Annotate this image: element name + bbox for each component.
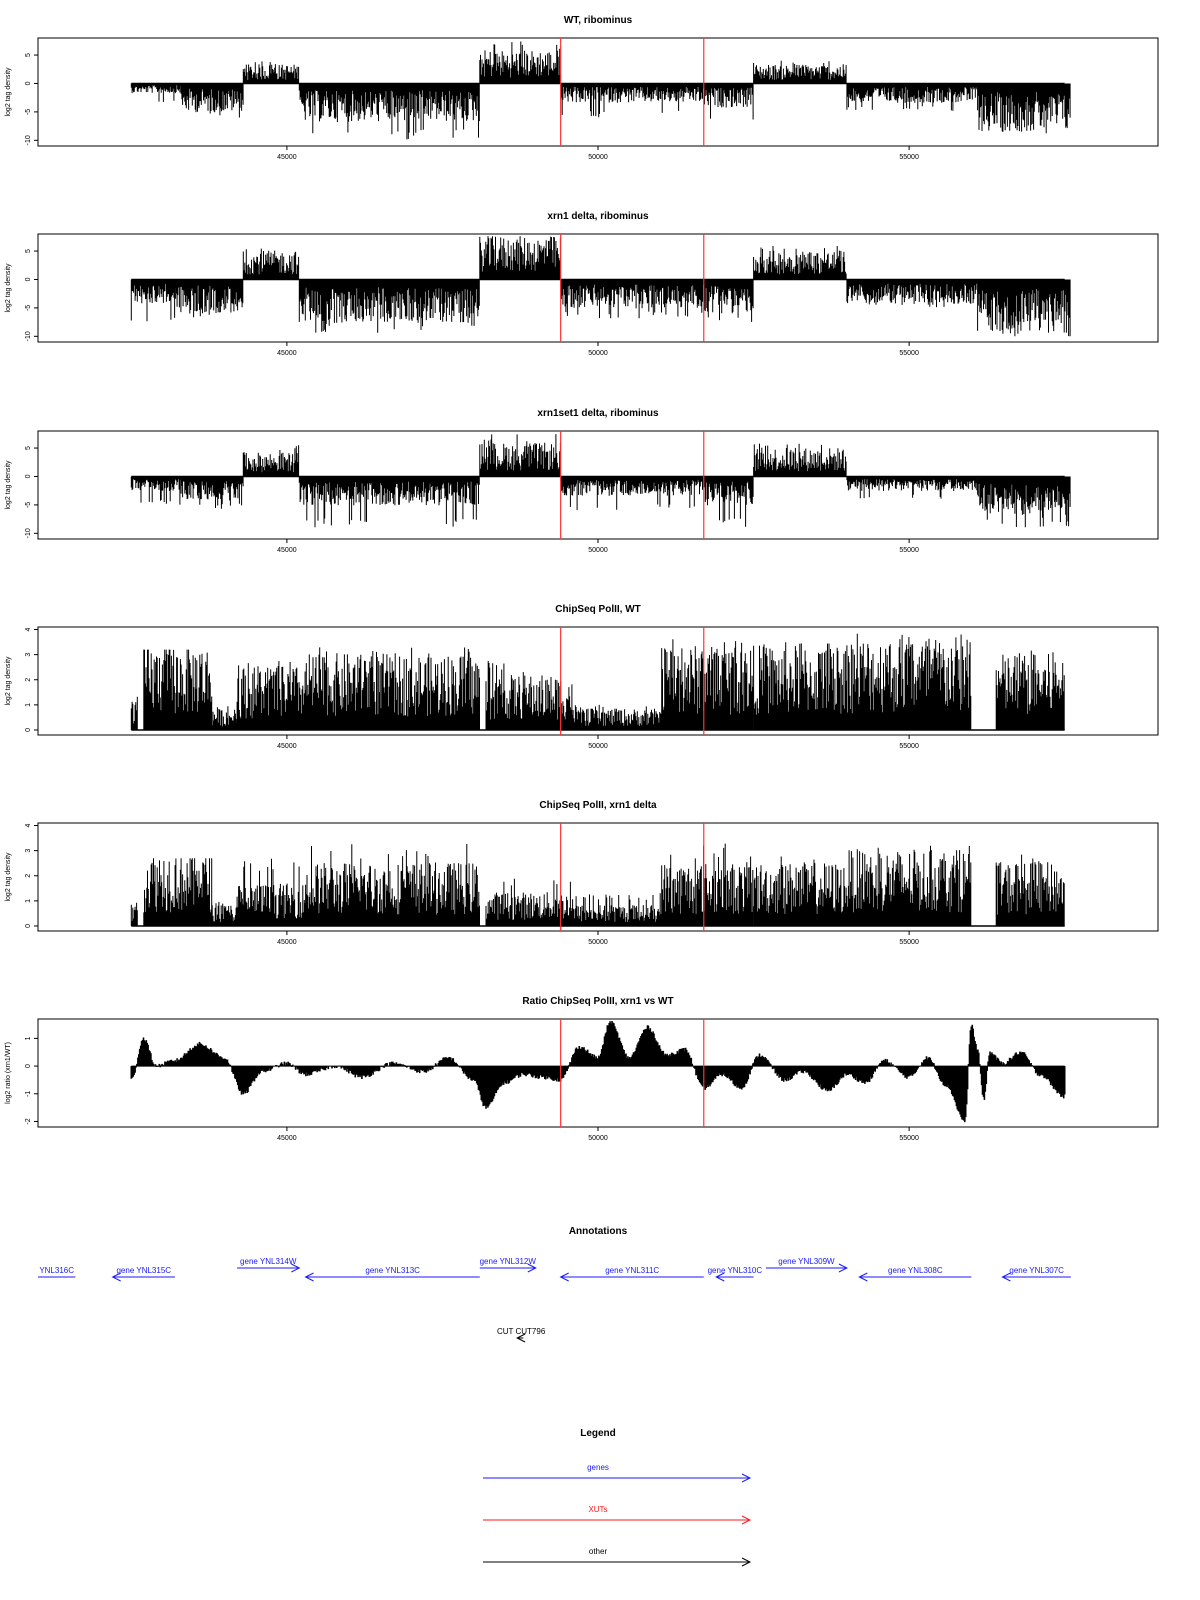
chart-title: Ratio ChipSeq PolII, xrn1 vs WT (522, 996, 674, 1007)
gene-label: gene YNL312W (479, 1257, 536, 1266)
y-tick-label: 4 (25, 823, 32, 828)
legend-label: XUTs (588, 1505, 608, 1514)
data-bars (978, 280, 1071, 337)
gene-feature (113, 1266, 175, 1281)
chart-panel-6 (5, 996, 1158, 1142)
gene-feature (480, 1257, 537, 1272)
legend-item (483, 1463, 750, 1482)
y-tick-label: 3 (25, 848, 32, 853)
data-bars (704, 477, 753, 527)
data-bars (175, 280, 243, 318)
chart-title: xrn1set1 delta, ribominus (537, 408, 659, 419)
annotations-panel (38, 1226, 1071, 1342)
data-bars (131, 697, 137, 730)
gene-feature (306, 1266, 480, 1281)
data-bars (299, 477, 479, 528)
y-tick-label: 0 (25, 474, 32, 479)
other-feature (497, 1327, 546, 1342)
y-tick-label: -1 (25, 1090, 32, 1097)
x-tick-label: 55000 (899, 939, 919, 946)
x-tick-label: 50000 (588, 743, 608, 750)
data-bars (131, 84, 180, 102)
legend-title: Legend (580, 1428, 616, 1439)
x-tick-label: 50000 (588, 547, 608, 554)
data-bars (299, 280, 479, 333)
y-tick-label: 0 (25, 277, 32, 282)
gene-feature (561, 1266, 704, 1281)
data-bars (243, 249, 298, 280)
x-tick-label: 55000 (899, 743, 919, 750)
y-tick-label: 3 (25, 652, 32, 657)
data-bars (754, 246, 847, 280)
data-bars (486, 661, 573, 730)
data-bars (978, 477, 1071, 528)
data-bars (847, 84, 977, 111)
plot-frame (38, 1019, 1158, 1127)
data-bars (212, 902, 237, 926)
chart-title: ChipSeq PolII, WT (555, 604, 641, 615)
data-bars (847, 477, 977, 499)
data-bars (480, 236, 561, 279)
chart-panel-4 (5, 604, 1158, 750)
y-axis-label: log2 tag density (5, 656, 12, 706)
data-bars (996, 651, 1064, 730)
y-tick-label: -5 (25, 304, 32, 312)
y-tick-label: 0 (25, 924, 32, 928)
data-bars (561, 84, 704, 118)
data-bars (212, 706, 237, 730)
data-bars (480, 42, 561, 84)
y-tick-label: 1 (25, 1036, 32, 1041)
x-tick-label: 45000 (277, 939, 297, 946)
gene-feature (237, 1257, 299, 1272)
legend-label: genes (587, 1463, 609, 1472)
data-bars (144, 650, 212, 730)
gene-label: gene YNL308C (888, 1266, 943, 1275)
x-tick-label: 45000 (277, 547, 297, 554)
gene-feature (1002, 1266, 1070, 1281)
x-tick-label: 55000 (899, 1135, 919, 1142)
y-tick-label: 0 (25, 1064, 32, 1069)
y-tick-label: -10 (25, 528, 32, 539)
annotations-title: Annotations (568, 1226, 628, 1237)
y-axis-label: log2 tag density (5, 263, 12, 313)
y-tick-label: 5 (25, 249, 32, 254)
data-bars (978, 84, 1071, 134)
gene-label: gene YNL310C (707, 1266, 763, 1275)
x-tick-label: 50000 (588, 1135, 608, 1142)
y-tick-label: 1 (25, 702, 32, 707)
x-tick-label: 50000 (588, 350, 608, 357)
data-bars (144, 858, 212, 926)
gene-label: gene YNL315C (116, 1266, 172, 1275)
x-tick-label: 45000 (277, 1135, 297, 1142)
data-bars (754, 857, 847, 927)
data-bars (131, 477, 180, 505)
data-bars (754, 444, 847, 477)
data-bars (660, 844, 753, 926)
data-bars (847, 634, 971, 730)
x-tick-label: 50000 (588, 154, 608, 161)
y-tick-label: 0 (25, 728, 32, 732)
data-bars (306, 844, 480, 926)
x-tick-label: 50000 (588, 939, 608, 946)
gene-label: gene YNL311C (605, 1266, 660, 1275)
data-bars (996, 855, 1064, 926)
ratio-area (131, 1021, 1064, 1122)
data-bars (306, 647, 480, 730)
gene-label: gene YNL313C (365, 1266, 420, 1275)
gene-feature (38, 1266, 75, 1277)
chart-panel-5 (5, 800, 1158, 946)
gene-label: gene YNL307C (1009, 1266, 1064, 1275)
y-tick-label: -5 (25, 501, 32, 509)
data-bars (847, 846, 971, 926)
chart-title: WT, ribominus (563, 15, 633, 26)
y-tick-label: 4 (25, 627, 32, 632)
legend-item (483, 1547, 750, 1566)
gene-label: gene YNL314W (240, 1257, 297, 1266)
y-axis-label: log2 ratio (xrn1/WT) (5, 1042, 12, 1104)
data-bars (561, 477, 704, 511)
x-tick-label: 55000 (899, 350, 919, 357)
data-bars (704, 84, 753, 120)
chart-title: xrn1 delta, ribominus (547, 211, 649, 222)
data-bars (704, 280, 753, 322)
chart-panel-3 (5, 408, 1158, 554)
data-bars (561, 280, 704, 319)
gene-feature (708, 1266, 763, 1281)
data-bars (181, 84, 243, 118)
x-tick-label: 55000 (899, 547, 919, 554)
data-bars (660, 639, 753, 730)
data-bars (237, 859, 305, 926)
data-bars (486, 879, 573, 926)
y-tick-label: 2 (25, 677, 32, 682)
y-tick-label: 5 (25, 53, 32, 58)
x-tick-label: 55000 (899, 154, 919, 161)
y-axis-label: log2 tag density (5, 460, 12, 510)
data-bars (754, 61, 847, 84)
legend (483, 1428, 750, 1566)
chart-title: ChipSeq PolII, xrn1 delta (539, 800, 657, 811)
y-tick-label: 1 (25, 898, 32, 903)
y-tick-label: -2 (25, 1118, 32, 1125)
chart-panel-1 (5, 15, 1158, 161)
data-bars (131, 280, 174, 322)
y-tick-label: -5 (25, 108, 32, 116)
data-bars (181, 477, 243, 509)
chart-panel-2 (5, 211, 1158, 357)
y-tick-label: -10 (25, 135, 32, 146)
data-bars (243, 445, 298, 476)
gene-label: gene YNL309W (778, 1257, 835, 1266)
gene-label: YNL316C (39, 1266, 75, 1275)
y-tick-label: 2 (25, 873, 32, 878)
legend-item (483, 1505, 750, 1524)
data-bars (754, 642, 847, 730)
data-bars (480, 434, 561, 476)
legend-label: other (588, 1547, 608, 1556)
y-tick-label: 0 (25, 81, 32, 86)
other-label: CUT CUT796 (496, 1327, 546, 1336)
x-tick-label: 45000 (277, 350, 297, 357)
data-bars (847, 280, 977, 308)
y-tick-label: 5 (25, 446, 32, 451)
x-tick-label: 45000 (277, 743, 297, 750)
y-tick-label: -10 (25, 331, 32, 342)
data-bars (299, 84, 479, 140)
x-tick-label: 45000 (277, 154, 297, 161)
data-bars (573, 894, 660, 926)
gene-feature (766, 1257, 847, 1272)
y-axis-label: log2 tag density (5, 852, 12, 902)
data-bars (573, 705, 660, 730)
data-bars (243, 61, 298, 83)
y-axis-label: log2 tag density (5, 67, 12, 117)
gene-feature (859, 1266, 971, 1281)
data-bars (131, 903, 137, 926)
data-bars (237, 661, 305, 730)
